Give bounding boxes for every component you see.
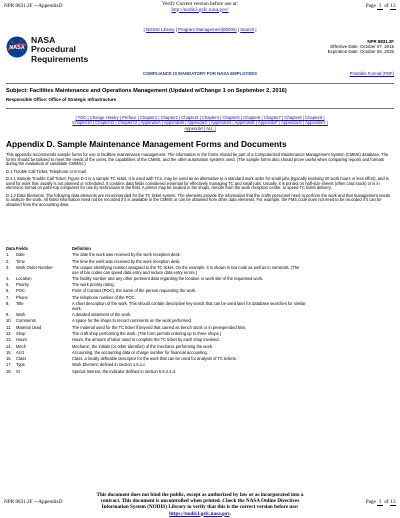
page-number: 1 [378,499,382,505]
row-number: 10. [6,318,12,324]
paragraph: This appendix recommends sample forms for use in facilities maintenance management. The information in the forms should be part of a Computerized Maintenance Management System (CMMS) database. The forms should be tailored to meet the needs of the users, the capabilities of the CMMS, and the other automation systems used. (The sample forms also should prove useful when comparing reports and formats during the evaluation of candidate CMMSs.) [6,152,389,167]
row-number: 16. [6,356,12,362]
page-word: Page [365,499,376,505]
field-definition: A space for the shops to record comments on the work performed. [72,318,192,324]
field-name: Mech [16,343,27,349]
divider [6,83,394,84]
expiration-date: Expiration Date: October 06, 2025 [327,49,394,55]
toc-row[interactable]: AppendixI | ALL | [184,125,216,131]
verify-notice [4,2,396,13]
row-number: 15. [6,349,12,355]
row-number: 6. [6,288,10,294]
table-row [6,302,306,313]
document-type-title [31,36,88,64]
field-name: Shop [16,330,26,336]
field-definition: Point of Contact (POC), the name of the person requesting the work. [72,288,197,294]
body-text [6,153,392,210]
top-page-indicator [366,3,396,10]
disclaimer-end: . [229,510,231,517]
field-name: POC [16,288,25,294]
field-name: Title [16,301,24,307]
of-word: of [384,499,389,505]
row-number: 3. [6,264,10,270]
field-name: Priority [16,282,29,288]
field-definition: The time the work was received by the work reception desk. [72,258,181,264]
field-definition: The material used for the TC ticket if beyond that carried as bench stock or in preexpended bins. [72,324,247,330]
row-number: 8. [6,301,10,307]
page-total: 13 [390,3,396,9]
row-number: 7. [6,294,10,300]
field-definition: A short description of the work. This should contain descriptive key words that can be used later for database searches for similar work. [72,301,306,311]
toc-links[interactable] [6,115,394,131]
field-name: Work [16,312,26,318]
footer-npr-ref: NPR 8831.2F -- AppendixD [4,499,63,505]
data-fields-table [6,247,306,376]
nodis-url-link[interactable]: https://nodis3.gsfc.nasa.gov [169,510,230,517]
divider [6,108,394,109]
field-name: Class [16,356,27,362]
title-line: Requirements [31,53,89,64]
appendix-heading: Appendix D. Sample Maintenance Management Forms and Documents [6,139,287,149]
field-definition: The date the work was received by the work reception desk. [72,252,181,258]
field-name: Phone [16,294,28,300]
subject-line: Subject: Facilities Maintenance and Operations Management (Updated w/Change 1 on September 2, 2016) [6,88,287,94]
verify-link[interactable]: http://nodis3.gsfc.nasa.gov/ [171,6,229,13]
row-number: 9. [6,312,10,318]
field-name: Location [16,275,32,281]
field-definition: Class, a locally definable descriptor for the work that can be used for analysis of TC tickets. [72,356,237,362]
field-definition: Work Element; defined in section 1.5.1.c [72,362,146,368]
nav-sep: | [236,27,241,32]
paragraph: D.1.2 Data Elements. The following data elements are recommended for the TC ticket system. The elements provide the information that the crafts personnel need to perform the work and that management needs to analyze the work. All listed information need not be recorded if it is available in the CMMS or can be obtained from other data elements. For example, the FMS code does not need to be recorded if it can be obtained from the accounting data. [6,192,391,208]
field-name: Date [16,252,25,258]
field-definition: Accounting, the accounting data or charge number for financial accounting. [72,349,208,355]
row-number: 5. [6,282,10,288]
field-definition: Hours, the amount of labor used to complete the TC ticket by each shop involved. [72,337,220,343]
nodis-nav [0,27,400,32]
document-header [6,36,394,82]
page-footer [4,492,396,516]
paragraph: D.1 Trouble Call Ticket, Telephone or E-mail [6,168,86,174]
disclaimer-text: This document does not bind the public, except as authorized by law or as incorporated into a contract. This document is uncontrolled when printed. Check the NASA Online Directives Information System (NODIS) Library to verify that this is the correct version before use: [96,492,304,511]
page-number: 1 [378,3,382,9]
title-line: Procedural [31,44,76,55]
effective-date: Effective Date: October 07, 2015 [330,44,394,50]
title-line: NASA [31,35,56,45]
footer-disclaimer [88,492,312,517]
field-name: Work Order Number [16,264,53,270]
field-definition: Special Interest, the indicator defined in section 5.5.4.3.d. [72,368,177,374]
row-number: 18. [6,368,12,374]
field-definition: The telephone number of the POC. [72,294,136,300]
top-bar [4,2,396,18]
compliance-notice: COMPLIANCE IS MANDATORY FOR NASA EMPLOYEES [142,71,258,76]
field-name: Hours [16,337,27,343]
field-name: Time [16,258,25,264]
field-definition: The unique identifying number assigned to the TC ticket. On the example, it is shown in bar code as well as in numerals. (The use of bar codes can speed data entry and reduce data entry errors.) [72,264,300,275]
field-name: Type [16,362,25,368]
nav-sep: | [174,27,179,32]
responsible-office: Responsible Office: Office of Strategic Infrastructure [6,97,117,102]
field-name: Material Used [16,324,42,330]
field-name: Acct [16,349,24,355]
svg-text:NASA: NASA [9,45,25,52]
program-management-link[interactable]: Program Management(8000s) [178,27,237,32]
field-definition: Mechanic, the initials (or other identifier) of the mechanic performing the work. [72,343,214,349]
npr-number: NPR 8831.2F [367,39,394,44]
row-number: 17. [6,362,12,368]
field-name: Comments [16,318,36,324]
paragraph: D.1.1 Sample Trouble Call Ticket. Figure D-1 is a sample TC ticket. It is used with TCs, may be used as an alternative to a standard work order for small jobs (typically involving 20 work hours or less effort), and is used for work that usually is not planned or scheduled. It contains data fields considered essential for effectively managing TC and small jobs. Usually, it is printed on half-size sheets (often card stock) or is in electronic format on palm-top computers for use by technicians in the field. A printer may be located in the shops, remote from the work reception center, to speed TC ticket delivery. [6,176,389,191]
page-total: 13 [390,499,396,505]
field-definition: The facility number and any other pertinent data regarding the location or work site of the requested work. [72,275,264,281]
row-number: 4. [6,275,10,281]
toc-row[interactable]: | TOC | Change History | Preface | Chapter1 | Chapter2 | Chapter3 | Chapter4 | Chapter5 | Chapter6 | Chapter7 | Chapter8 | Chapter9 | [75,115,325,120]
npr-info [328,39,394,55]
nodis-library-link[interactable]: NODIS Library [145,27,175,32]
row-number: 14. [6,343,12,349]
column-header-definition: Definition [72,246,91,251]
toc-row[interactable]: Chapter10 | Chapter11 | Chapter12 | AppendixA | AppendixB | AppendixC | AppendixD | AppendixE | AppendixF | AppendixG | AppendixH | [72,120,328,126]
field-definition: A detailed statement of the work. [72,312,132,318]
nasa-logo-icon [6,36,28,58]
top-npr-ref: NPR 8831.2F -- AppendixD [4,3,63,9]
field-name: SI [16,368,20,374]
row-number: 13. [6,337,12,343]
nav-sep: | [254,27,257,32]
row-number: 12. [6,330,12,336]
field-definition: The work priority rating. [72,282,115,288]
page-word: Page [365,3,376,9]
printable-pdf-link[interactable]: Printable Format (PDF) [349,71,394,76]
verify-text: Verify Current version before use at: [162,1,238,7]
search-link[interactable]: Search [240,27,255,32]
row-number: 1. [6,252,10,258]
table-row [6,370,306,376]
column-header-data-fields: Data Fields [6,246,28,251]
field-definition: The craft shop performing the work. (The form permits entering up to three shops.) [72,330,222,336]
footer-page-indicator [366,499,396,506]
row-number: 2. [6,258,10,264]
nav-sep: | [143,27,146,32]
row-number: 11. [6,324,12,330]
of-word: of [384,3,389,9]
